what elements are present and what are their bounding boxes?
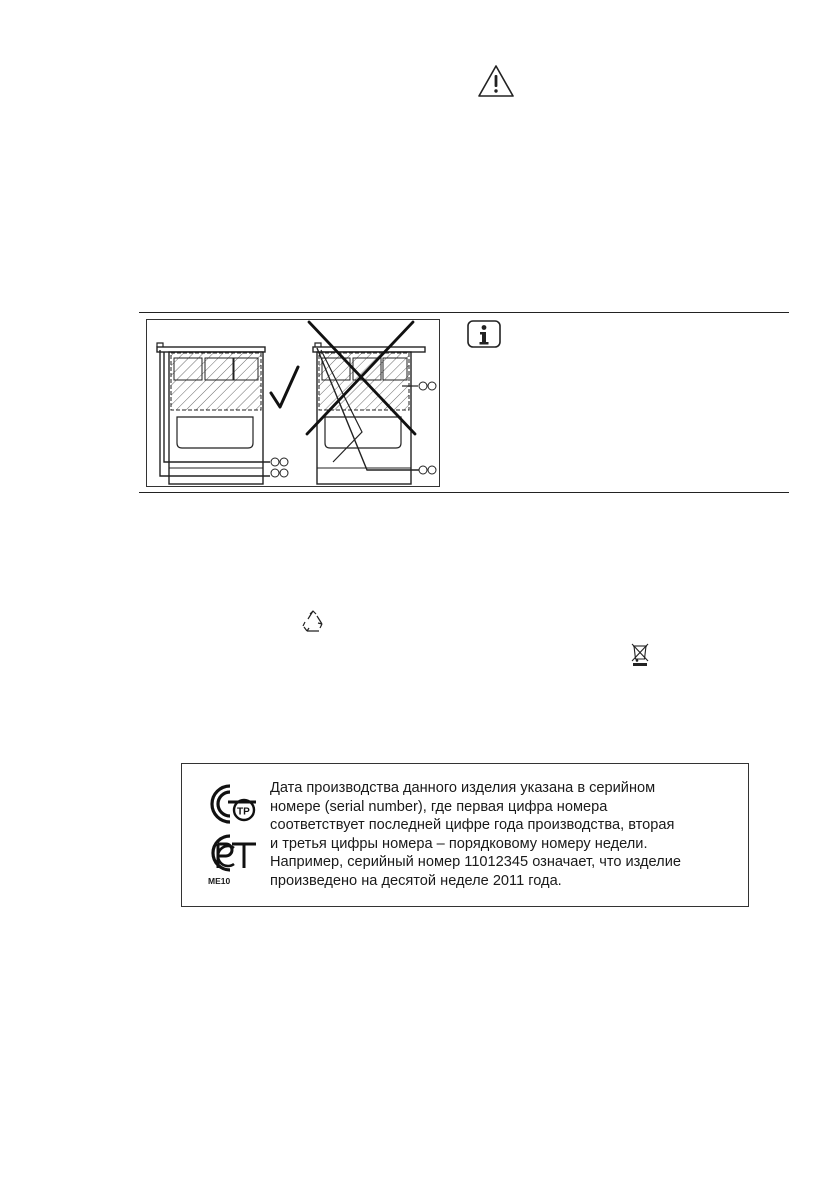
- certification-line: Дата производства данного изделия указана в серийном: [270, 780, 656, 796]
- correct-installation: [157, 343, 298, 484]
- crossed-bin-icon: [629, 641, 651, 667]
- certification-line: и третья цифры номера – порядковому номеру недели.: [270, 835, 648, 852]
- installation-diagram: [147, 320, 439, 486]
- checkmark-icon: [271, 367, 298, 407]
- svg-text:TP: TP: [237, 806, 250, 818]
- section-divider-top: [139, 312, 789, 313]
- certification-line: номере (serial number), где первая цифра номера: [270, 798, 608, 815]
- ctr-eac-mark-icon: [212, 786, 256, 822]
- certification-line: произведено на десятой неделе 2011 года.: [270, 872, 562, 889]
- certification-text: [270, 779, 740, 891]
- info-icon: [466, 319, 502, 349]
- certification-line: соответствует последней цифре года производства, вторая: [270, 817, 675, 834]
- certification-line: Например, серийный номер 11012345 означает, что изделие: [270, 854, 681, 871]
- wrong-installation: [307, 322, 436, 484]
- certification-code: ME10: [208, 876, 231, 886]
- installation-figure: [146, 319, 440, 487]
- section-divider-bottom: [139, 492, 789, 493]
- pct-mark-icon: [213, 836, 256, 870]
- certification-logos: [200, 780, 260, 890]
- warning-triangle-icon: [477, 63, 515, 99]
- recycle-icon: [300, 610, 326, 634]
